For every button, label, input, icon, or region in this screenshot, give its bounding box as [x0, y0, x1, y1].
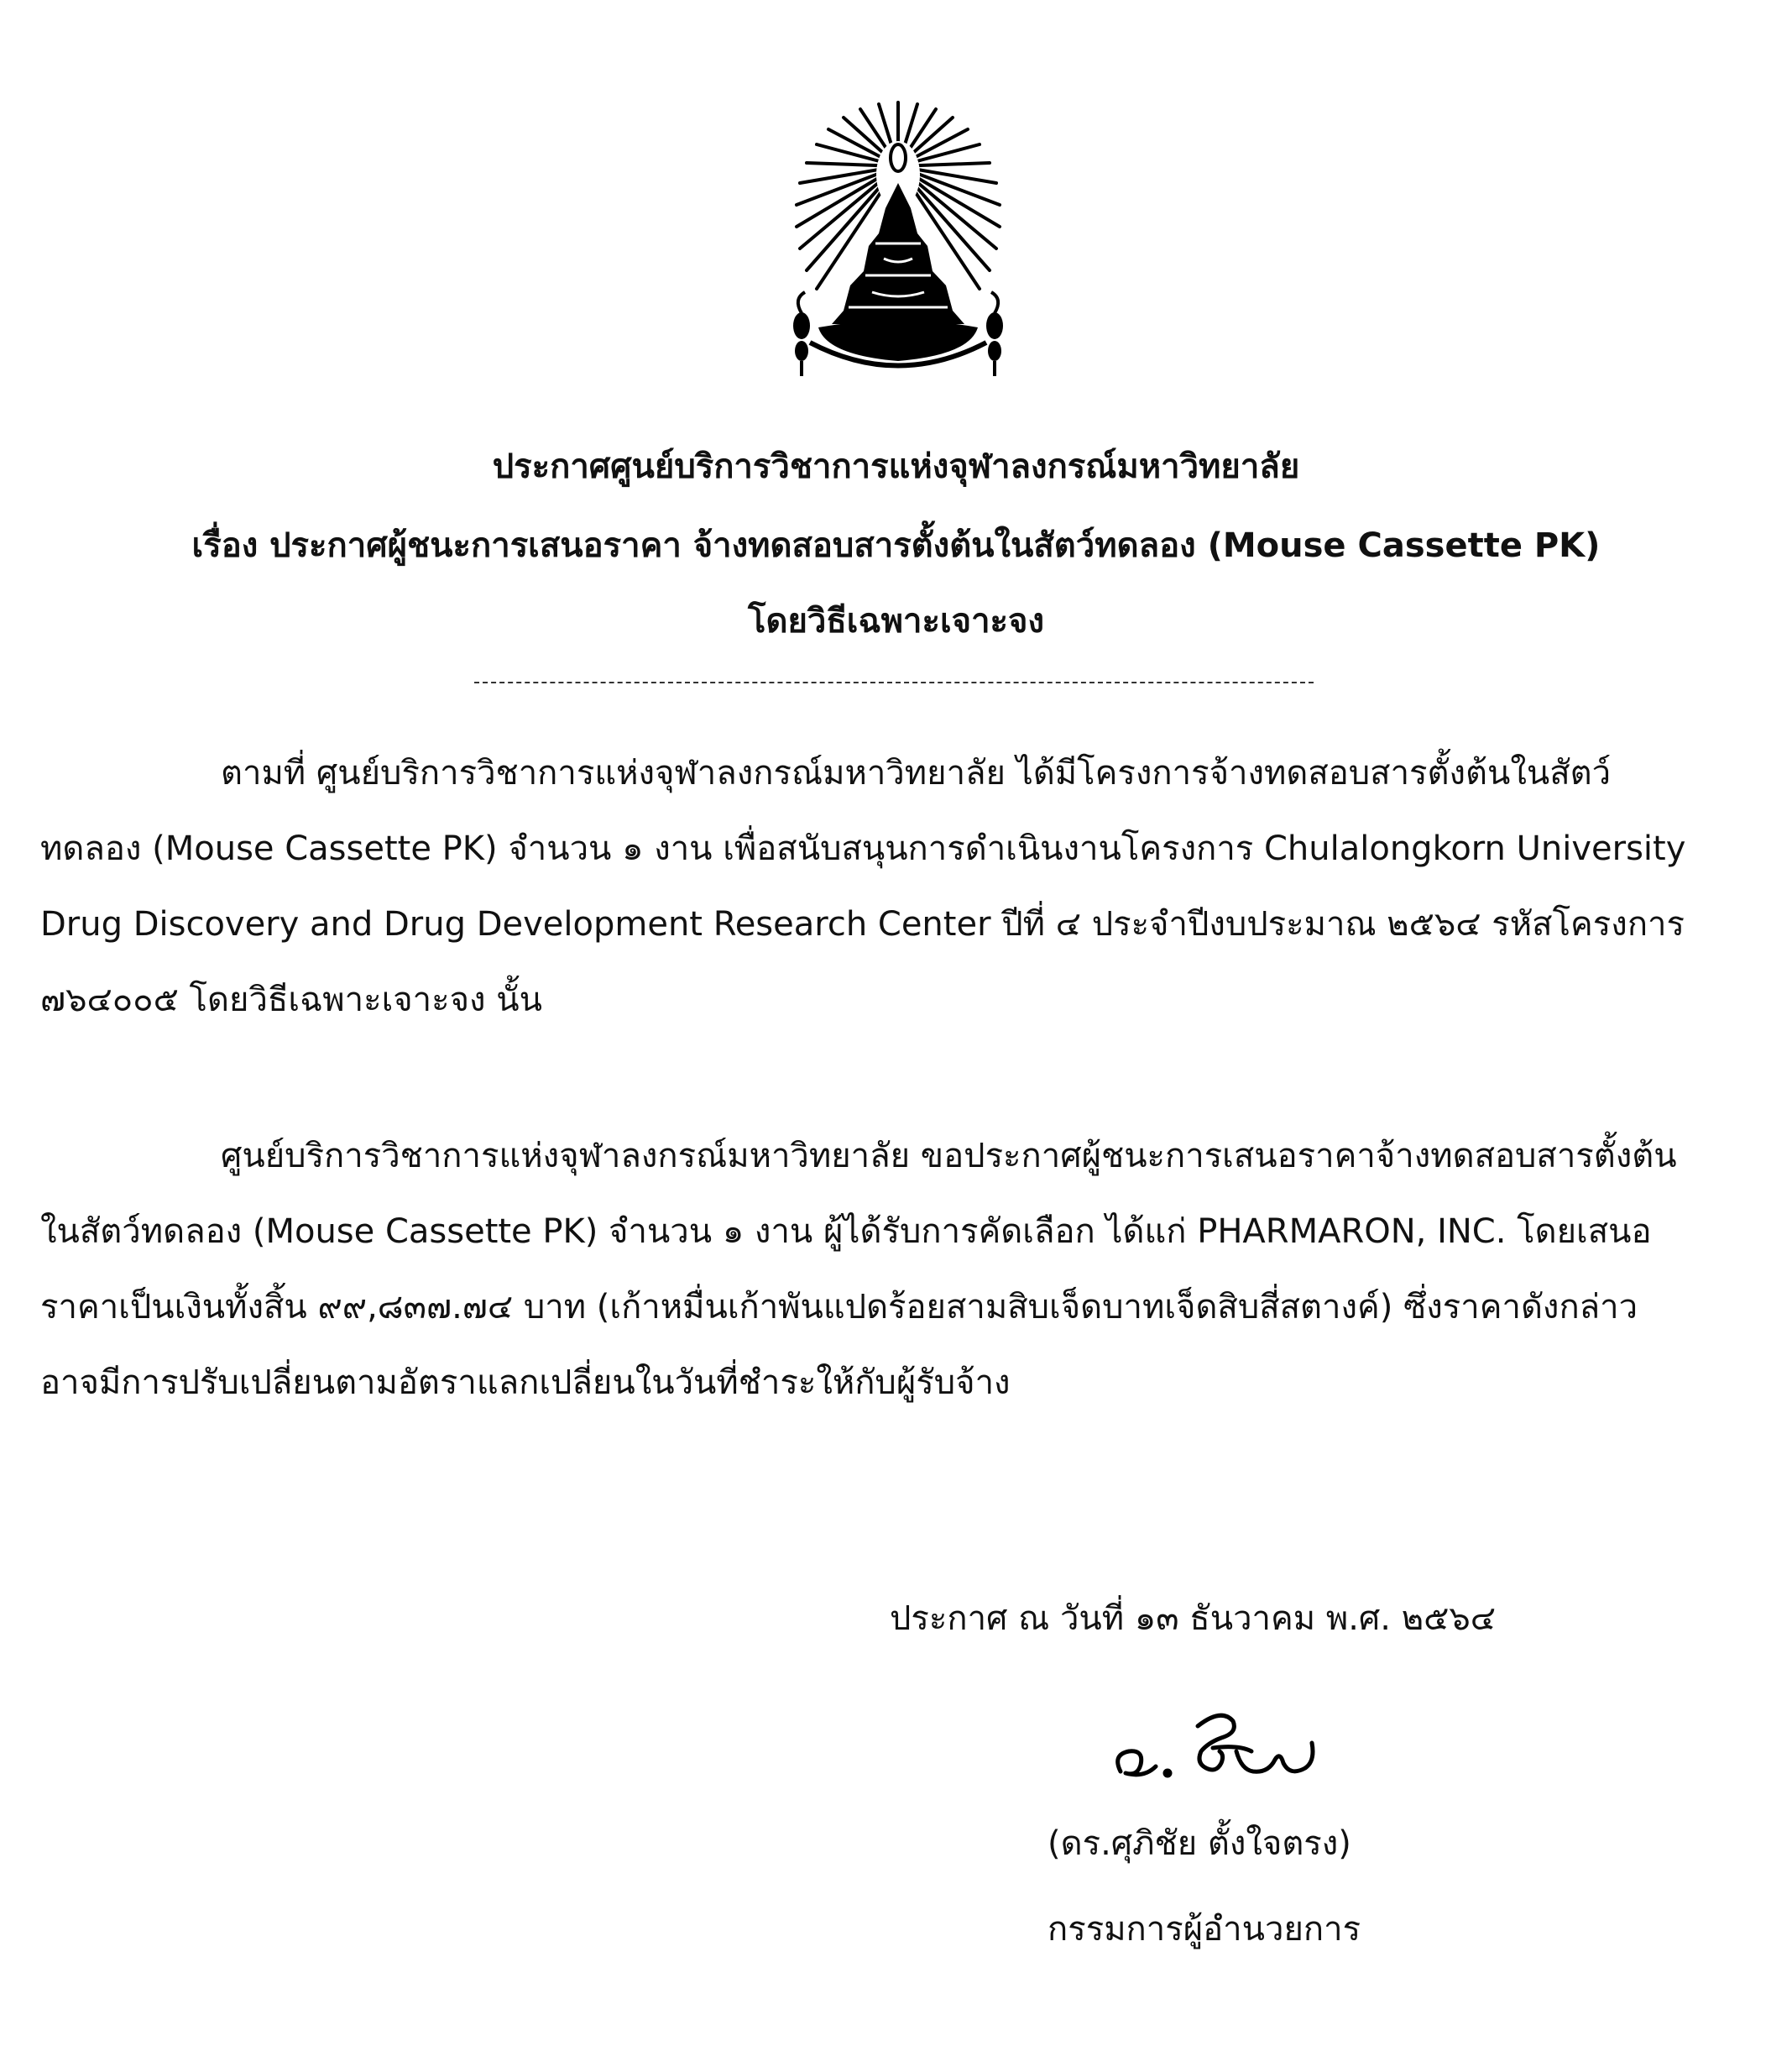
paragraph-line: Drug Discovery and Drug Development Research Center ปีที่ ๔ ประจำปีงบประมาณ ๒๕๖๔ รหัสโครงการ: [40, 905, 1685, 944]
signer-name: (ดร.ศุภิชัย ตั้งใจตรง): [1048, 1824, 1351, 1863]
paragraph-line: ๗๖๔๐๐๕ โดยวิธีเฉพาะเจาะจง นั้น: [40, 981, 542, 1019]
section-divider: [474, 682, 1314, 683]
seal-icon: [785, 99, 1011, 411]
paragraph-line: ตามที่ ศูนย์บริการวิชาการแห่งจุฬาลงกรณ์มหาวิทยาลัย ได้มีโครงการจ้างทดสอบสารตั้งต้นในสัตว์: [221, 754, 1612, 793]
paragraph-line: ทดลอง (Mouse Cassette PK) จำนวน ๑ งาน เพื่อสนับสนุนการดำเนินงานโครงการ Chulalongkorn University: [40, 829, 1686, 868]
announcement-subject: เรื่อง ประกาศผู้ชนะการเสนอราคา จ้างทดสอบสารตั้งต้นในสัตว์ทดลอง (Mouse Cassette PK): [191, 526, 1601, 565]
announcement-date: ประกาศ ณ วันที่ ๑๓ ธันวาคม พ.ศ. ๒๕๖๔: [890, 1599, 1497, 1638]
announcement-title: ประกาศศูนย์บริการวิชาการแห่งจุฬาลงกรณ์มหาวิทยาลัย: [492, 447, 1300, 486]
signer-position: กรรมการผู้อำนวยการ: [1048, 1910, 1361, 1949]
signature-icon: [1104, 1696, 1356, 1797]
paragraph-line: ในสัตว์ทดลอง (Mouse Cassette PK) จำนวน ๑ งาน ผู้ได้รับการคัดเลือก ได้แก่ PHARMARON, INC. โดยเสนอ: [40, 1212, 1652, 1251]
paragraph-winner: [40, 1118, 1727, 1421]
paragraph-line: อาจมีการปรับเปลี่ยนตามอัตราแลกเปลี่ยนในวันที่ชำระให้กับผู้รับจ้าง: [40, 1363, 1011, 1402]
paragraph-project: [40, 735, 1727, 1038]
paragraph-line: ราคาเป็นเงินทั้งสิ้น ๙๙,๘๓๗.๗๔ บาท (เก้าหมื่นเก้าพันแปดร้อยสามสิบเจ็ดบาทเจ็ดสิบสี่สตางค์) ซึ่งราคาดังกล่าว: [40, 1288, 1638, 1326]
paragraph-line: ศูนย์บริการวิชาการแห่งจุฬาลงกรณ์มหาวิทยาลัย ขอประกาศผู้ชนะการเสนอราคาจ้างทดสอบสารตั้งต้น: [221, 1137, 1677, 1175]
announcement-method: โดยวิธีเฉพาะเจาะจง: [747, 602, 1045, 641]
